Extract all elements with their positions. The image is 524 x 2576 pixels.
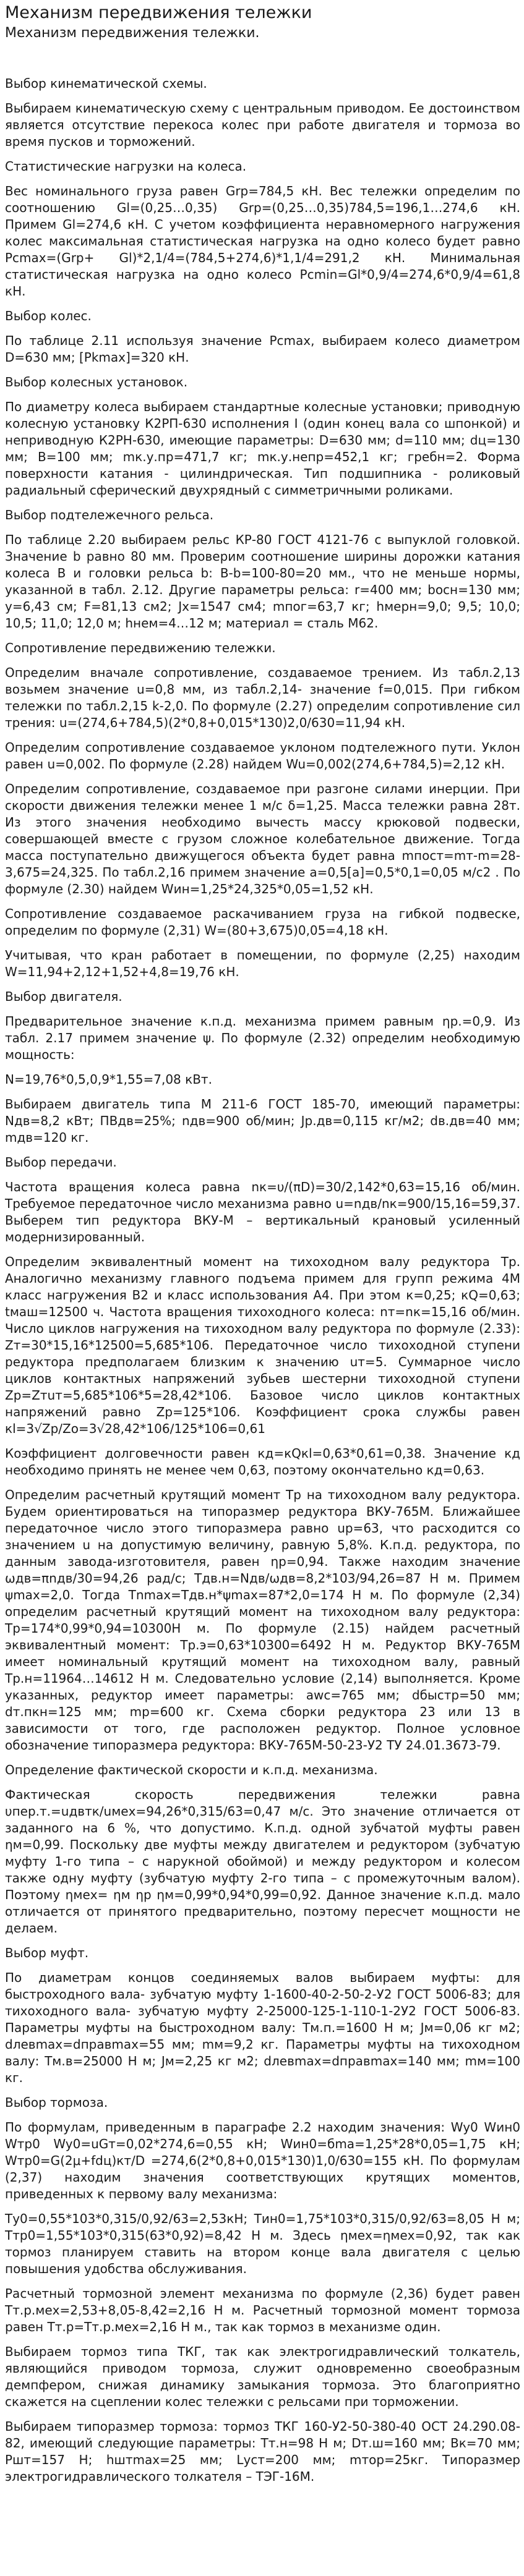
paragraph: Вес номинального груза равен Grp=784,5 кН. Вес тележки определим по соотношению Gl=(0,25…0,35) Grp=(0,25…0,35)784,5=196,1…274,6 кН. Примем Gl=274,6 кН. С учетом коэффициента неравномерного нагружения колес максимальная статистическая нагрузка на одно колесо будет равно Рcmax=(Grp+ Gl)*2,1/4=(784,5+274,6)*1,1/4=291,2 кН. Минимальная статистическая нагрузка на одно колесо Рcmin=Gl*0,9/4=274,6*0,9/4=61,8 кН.: [5, 184, 520, 299]
paragraph: По таблице 2.11 используя значение Рcmax, выбираем колесо диаметром D=630 мм; [Рkmax]=320 кН.: [5, 333, 520, 365]
section-heading: Определение фактической скорости и к.п.д. механизма.: [5, 1762, 378, 1777]
paragraph: По диаметру колеса выбираем стандартные колесные установки; приводную колесную установку К2РП-630 исполнения I (один конец вала со шпонкой) и неприводную К2РН-630, имеющие параметры: D=630 мм; d=110 мм; dц=130 мм; В=100 мм; mк.у.пр=471,7 кг; mк.у.непр=452,1 кг; гребн=2. Форма поверхности катания - цилиндрическая. Тип подшипника - роликовый радиальный сферический двухрядный с симметричными роликами.: [5, 399, 520, 498]
paragraph: По диаметрам концов соединяемых валов выбираем муфты: для быстроходного вала- зубчатую муфту 1-1600-40-2-50-2-У2 ГОСТ 5006-83; для тихоходного вала- зубчатую муфту 2-25000-125-1-110-1-2У2 ГОСТ 5006-83. Параметры муфты на быстроходном валу: Тм.п.=1600 Н м; Jм=0,06 кг м2; dлевmax=dправmax=55 мм; mм=9,2 кг. Параметры муфты на тихоходном валу: Тм.в=25000 Н м; Jм=2,25 кг м2; dлевmax=dправmax=140 мм; mм=100 кг.: [5, 1970, 520, 2085]
section-heading: Выбор подтележечного рельса.: [5, 508, 214, 522]
paragraph: Сопротивление создаваемое раскачиванием груза на гибкой подвеске, определим по формуле (2,31) W=(80+3,675)0,05=4,18 кН.: [5, 906, 520, 938]
paragraph: Выбираем кинематическую схему с центральным приводом. Ее достоинством является отсутствие перекоса колес при работе двигателя и тормоза во время пусков и торможений.: [5, 101, 520, 149]
section-heading: N=19,76*0,5,0,9*1,55=7,08 кВт.: [5, 1072, 212, 1087]
section-heading: Выбор колес.: [5, 308, 92, 323]
paragraph: По формулам, приведенным в параграфе 2.2 находим значения: Wy0 Wин0 Wтр0 Wy0=uGт=0,02*274,6=0,55 кН; Wин0=бma=1,25*28*0,05=1,75 кН; Wтр0=G(2μ+fdц)кт/D =274,6(2*0,8+0,015*130)1,0/630=155 кН. По формулам (2,37) находим значения соответствующих крутящих моментов, приведенных к первому валу механизма:: [5, 2120, 520, 2201]
paragraph: Определим сопротивление, создаваемое при разгоне силами инерции. При скорости движения тележки менее 1 м/с δ=1,25. Масса тележки равна 28т. Из этого значения необходимо вычесть массу крюковой подвески, совершающей вместе с грузом сложное колебательное движение. Тогда масса поступательно движущегося объекта будет равна mпост=mт-m=28-3,675=24,325. По табл.2,16 примем значение a=0,5[a]=0,5*0,1=0,05 м/с2 . По формуле (2.30) найдем Wин=1,25*24,325*0,05=1,52 кН.: [5, 781, 520, 896]
section-heading: Выбор двигателя.: [5, 989, 122, 1004]
section-heading: Сопротивление передвижению тележки.: [5, 640, 276, 655]
paragraph: Выбираем тормоз типа ТКГ, так как электрогидравлический толкатель, являющийся приводом тормоза, служит одновременно своеобразным демпфером, снижая динамику замыкания тормоза. Это благоприятно скажется на сцеплении колес тележки с рельсами при торможении.: [5, 2344, 520, 2409]
paragraph: Частота вращения колеса равна nк=υ/(πD)=30/2,142*0,63=15,16 об/мин. Требуемое передаточное число механизма равно u=nдв/nк=900/15,16=59,37. Выберем тип редуктора ВКУ-М – вертикальный крановый усиленный модернизированный.: [5, 1180, 520, 1244]
section-heading: Выбор муфт.: [5, 1945, 89, 1960]
page-title: Механизм передвижения тележки: [5, 3, 312, 22]
section-heading: Выбор передачи.: [5, 1155, 117, 1170]
section-heading: Выбор колесных установок.: [5, 375, 188, 389]
paragraph: Определим сопротивление создаваемое уклоном подтележного пути. Уклон равен u=0,002. По формуле (2.28) найдем Wu=0,002(274,6+784,5)=2,12 кН.: [5, 740, 520, 772]
paragraph: Предварительное значение к.п.д. механизма примем равным ηр.=0,9. Из табл. 2.17 примем значение ψ. По формуле (2.32) определим необходимую мощность:: [5, 1014, 520, 1062]
spacer: [5, 46, 520, 75]
paragraph: Фактическая скорость передвижения тележки равна υпер.т.=uдвтк/uмех=94,26*0,315/63=0,47 м/с. Это значение отличается от заданного на 6 %, что допустимо. К.п.д. одной зубчатой муфты равен ηм=0,99. Поскольку две муфты между двигателем и редуктором (зубчатую муфту 1-го типа – с нарукной обоймой) и между редуктором и колесом также одну муфту (зубчатую муфту 2-го типа – с промежуточным валом). Поэтому ηмех= ηм ηр ηм=0,99*0,94*0,99=0,92. Данное значение к.п.д. мало отличается от принятого предварительно, поэтому пересчет мощности не делаем.: [5, 1787, 520, 1936]
paragraph: Учитывая, что кран работает в помещении, по формуле (2,25) находим W=11,94+2,12+1,52+4,8=19,76 кН.: [5, 948, 520, 979]
paragraph: Выбираем типоразмер тормоза: тормоз ТКГ 160-У2-50-380-40 ОСТ 24.290.08-82, имеющий следующие параметры: Тт.н=98 Н м; Dт.ш=160 мм; Вк=70 мм; Pшт=157 Н; hштmax=25 мм; Lуст=200 мм; mтор=25кг. Типоразмер электрогидравлического толкателя – ТЭГ-16М.: [5, 2419, 520, 2484]
section-heading: Выбор тормоза.: [5, 2095, 108, 2110]
paragraph: Тy0=0,55*103*0,315/0,92/63=2,53кН; Тин0=1,75*103*0,315/0,92/63=8,05 Н м; Ттр0=1,55*103*0,315(63*0,92)=8,42 Н м. Здесь ηмех=ηмех=0,92, так как тормоз планируем ставить на втором конце вала двигателя с целью повышения удобства обслуживания.: [5, 2211, 520, 2276]
paragraph: Определим эквивалентный момент на тихоходном валу редуктора Тр. Аналогично механизму главного подъема примем для групп режима 4М класс нагружения В2 и класс использования А4. При этом к=0,25; кQ=0,63; tмаш=12500 ч. Частота вращения тихоходного колеса: nт=nк=15,16 об/мин. Число циклов нагружения на тихоходном валу редуктора по формуле (2.33): Zт=30*15,16*12500=5,685*106. Передаточное число тихоходной ступени редуктора предполагаем близким к значению uт=5. Суммарное число циклов контактных напряжений зубьев шестерни тихоходной ступени Zp=Zтuт=5,685*106*5=28,42*106. Базовое число циклов контактных напряжений равно Zp=125*106. Коэффициент срока службы равен кl=3√Zp/Zo=3√28,42*106/125*106=0,61: [5, 1254, 520, 1436]
page-subtitle: Механизм передвижения тележки.: [5, 25, 260, 41]
section-heading: Выбор кинематической схемы.: [5, 76, 207, 91]
paragraph: Выбираем двигатель типа М 211-6 ГОСТ 185-70, имеющий параметры: Nдв=8,2 кВт; ПВдв=25%; nдв=900 об/мин; Jр.дв=0,115 кг/м2; dв.дв=40 мм; mдв=120 кг.: [5, 1097, 520, 1145]
paragraph: По таблице 2.20 выбираем рельс КР-80 ГОСТ 4121-76 с выпуклой головкой. Значение b равно 80 мм. Проверим соотношение ширины дорожки катания колеса В и головки рельса b: В-b=100-80=20 мм., что не меньше нормы, указанной в табл. 2.12. Другие параметры рельса: r=400 мм; bосн=130 мм; y=6,43 см; F=81,13 см2; Jx=1547 см4; mпог=63,7 кг; hмерн=9,0; 9,5; 10,0; 10,5; 11,0; 12,0 м; hнем=4…12 м; материал = сталь М62.: [5, 532, 520, 631]
paragraph: Расчетный тормозной элемент механизма по формуле (2,36) будет равен Тт.р.мех=2,53+8,05-8,42=2,16 Н м. Расчетный тормозной момент тормоза равен Тт.р=Тт.р.мех=2,16 Н м., так как тормоз в механизме один.: [5, 2286, 520, 2334]
paragraph: Коэффициент долговечности равен кд=кQкl=0,63*0,61=0,38. Значение кд необходимо принять не менее чем 0,63, поэтому окончательно кд=0,63.: [5, 1446, 520, 1477]
content-body: [5, 75, 520, 2485]
paragraph: Определим расчетный крутящий момент Тр на тихоходном валу редуктора. Будем ориентироваться на типоразмер редуктора ВКУ-765М. Ближайшее передаточное число этого типоразмера равно uр=63, что расходится со значением u на допустимую величину, равную 5,8%. К.п.д. редуктора, по данным завода-изготовителя, равен ηр=0,94. Также находим значение ωдв=πnдв/30=94,26 рад/с; Тдв.н=Nдв/ωдв=8,2*103/94,26=87 Н м. Примем ψmax=2,0. Тогда Тnmax=Тдв.н*ψmax=87*2,0=174 Н м. По формуле (2,34) определим расчетный крутящий момент на тихоходном валу редуктора: Тр=174*0,99*0,94=10300Н м. По формуле (2.15) найдем расчетный эквивалентный момент: Тр.э=0,63*10300=6492 Н м. Редуктор ВКУ-765М имеет номинальный крутящий момент на тихоходном валу, равный Тр.н=11964…14612 Н м. Следовательно условие (2,14) выполняется. Кроме указанных, редуктор имеет параметры: аwс=765 мм; dбыстр=50 мм; dт.пкн=125 мм; mр=600 кг. Схема сборки редуктора 23 или 13 в зависимости от того, где расположен редуктор. Полное условное обозначение типоразмера редуктора: ВКУ-765М-50-23-У2 ТУ 24.01.3673-79.: [5, 1487, 520, 1753]
paragraph: Определим вначале сопротивление, создаваемое трением. Из табл.2,13 возьмем значение u=0,8 мм, из табл.2,14- значение f=0,015. При гибком тележки по табл.2,15 k-2,0. По формуле (2.27) определим сопротивление сил трения: u=(274,6+784,5)(2*0,8+0,015*130)2,0/630=11,94 кН.: [5, 665, 520, 730]
section-heading: Статистические нагрузки на колеса.: [5, 159, 247, 174]
